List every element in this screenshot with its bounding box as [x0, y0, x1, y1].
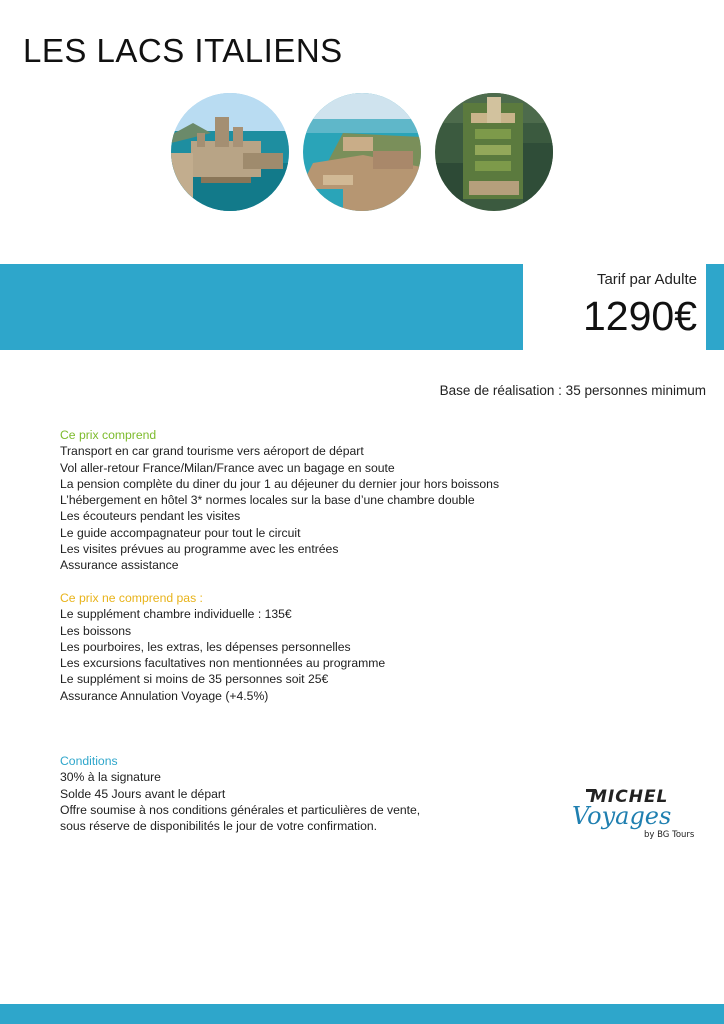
price-band [0, 264, 523, 350]
list-item: Le supplément si moins de 35 personnes soit 25€ [60, 672, 329, 687]
lake-peninsula-photo [303, 93, 421, 211]
includes-section [60, 427, 499, 574]
list-item: sous réserve de disponibilités le jour de votre confirmation. [60, 819, 378, 834]
footer-band [0, 1004, 724, 1024]
logo-line3: by BG Tours [644, 830, 695, 840]
list-item: Offre soumise à nos conditions générales et particulières de vente, [60, 802, 421, 817]
island-garden-photo [435, 93, 553, 211]
price-value: 1290€ [582, 293, 697, 339]
list-item: Les pourboires, les extras, les dépenses personnelles [60, 639, 351, 654]
price-band-edge [706, 264, 724, 350]
list-item: La pension complète du diner du jour 1 au déjeuner du dernier jour hors boissons [60, 476, 500, 491]
list-item: Le guide accompagnateur pour tout le circuit [60, 525, 301, 540]
list-item: L’hébergement en hôtel 3* normes locales sur la base d’une chambre double [60, 493, 475, 508]
list-item: Les écouteurs pendant les visites [60, 509, 241, 524]
base-requirement: Base de réalisation : 35 personnes minimum [439, 383, 706, 398]
list-item: Le supplément chambre individuelle : 135€ [60, 607, 292, 622]
price-label: Tarif par Adulte [596, 271, 697, 288]
logo-line2: Voyages [572, 802, 672, 830]
list-item: Vol aller-retour France/Milan/France avec un bagage en soute [60, 460, 395, 475]
list-item: Transport en car grand tourisme vers aéroport de départ [60, 444, 364, 459]
list-item: 30% à la signature [60, 770, 161, 785]
includes-title: Ce prix comprend [60, 428, 157, 442]
excludes-section [60, 590, 385, 704]
conditions-section [60, 753, 420, 834]
list-item: Solde 45 Jours avant le départ [60, 786, 226, 801]
conditions-title: Conditions [60, 754, 118, 768]
excludes-title: Ce prix ne comprend pas : [60, 591, 203, 605]
list-item: Assurance assistance [60, 558, 179, 573]
list-item: Les visites prévues au programme avec les entrées [60, 542, 339, 557]
lake-castle-photo [171, 93, 289, 211]
list-item: Assurance Annulation Voyage (+4.5%) [60, 688, 269, 703]
list-item: Les boissons [60, 623, 132, 638]
page-title: LES LACS ITALIENS [23, 32, 343, 69]
list-item: Les excursions facultatives non mentionnées au programme [60, 656, 386, 671]
michel-voyages-logo [572, 780, 707, 842]
logo-line1: MICHEL [590, 787, 669, 807]
